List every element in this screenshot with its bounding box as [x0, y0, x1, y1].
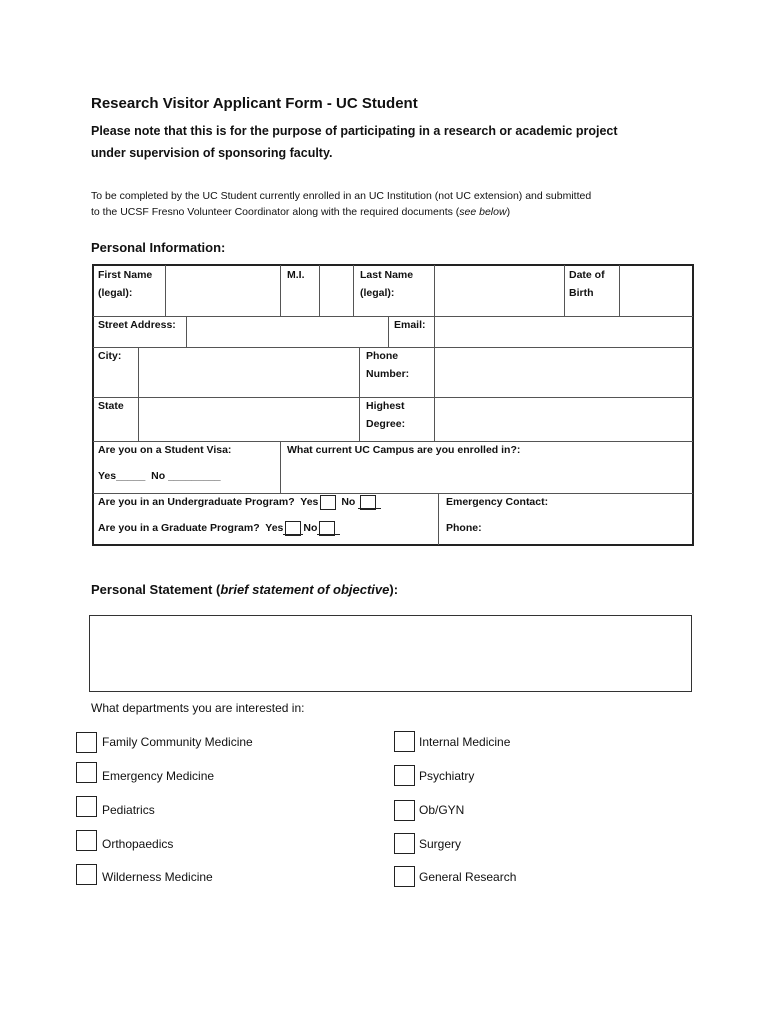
phone-number-label: Phone Number:	[366, 350, 410, 380]
dept-label-internal-medicine: Internal Medicine	[419, 735, 511, 749]
degree-field[interactable]	[435, 398, 692, 440]
note-line-1: Please note that this is for the purpose of participating in a research or academic project	[91, 124, 618, 138]
degree-label: Highest Degree:	[366, 400, 406, 430]
note-line-2: under supervision of sponsoring faculty.	[91, 146, 333, 160]
dob-field[interactable]	[620, 266, 692, 315]
dept-label-ob-gyn: Ob/GYN	[419, 803, 465, 817]
visa-no[interactable]: No _________	[151, 470, 221, 482]
form-note	[91, 120, 618, 164]
grad-question: Are you in a Graduate Program? Yes No	[98, 519, 340, 537]
state-field[interactable]	[139, 398, 358, 440]
grad-no-checkbox[interactable]	[319, 521, 335, 536]
dept-checkbox-pediatrics[interactable]	[76, 796, 97, 817]
street-field[interactable]	[187, 317, 387, 346]
undergrad-yes-checkbox[interactable]	[320, 495, 336, 510]
dept-checkbox-family-community-medicine[interactable]	[76, 732, 97, 753]
dept-label-wilderness-medicine: Wilderness Medicine	[102, 870, 213, 884]
personal-info-heading: Personal Information:	[91, 240, 226, 255]
undergrad-question: Are you in an Undergraduate Program? Yes No	[98, 493, 381, 511]
city-label: City:	[98, 350, 122, 362]
dept-label-family-community-medicine: Family Community Medicine	[102, 735, 253, 749]
mi-field[interactable]	[320, 266, 352, 315]
email-label: Email:	[394, 319, 426, 331]
dept-label-pediatrics: Pediatrics	[102, 803, 155, 817]
dept-label-emergency-medicine: Emergency Medicine	[102, 769, 215, 783]
dept-label-surgery: Surgery	[419, 837, 462, 851]
statement-textbox[interactable]	[89, 615, 692, 692]
intro-suffix: )	[506, 206, 511, 218]
dept-label-psychiatry: Psychiatry	[419, 769, 475, 783]
email-field[interactable]	[435, 317, 692, 346]
dept-label-general-research: General Research	[419, 870, 517, 884]
emergency-contact-label: Emergency Contact:	[446, 496, 549, 508]
intro-line-1: To be completed by the UC Student currently enrolled in an UC Institution (not UC extension) and submitted	[91, 190, 592, 202]
visa-yes[interactable]: Yes_____	[98, 470, 146, 482]
mi-label: M.I.	[287, 269, 305, 281]
dob-label: Date of Birth	[569, 269, 605, 299]
dept-checkbox-surgery[interactable]	[394, 833, 415, 854]
dept-checkbox-general-research[interactable]	[394, 866, 415, 887]
undergrad-no-checkbox[interactable]	[360, 495, 376, 510]
city-field[interactable]	[139, 348, 358, 396]
visa-answer[interactable]	[98, 467, 221, 485]
statement-heading: Personal Statement (brief statement of objective):	[91, 582, 399, 597]
dept-checkbox-wilderness-medicine[interactable]	[76, 864, 97, 885]
dept-checkbox-emergency-medicine[interactable]	[76, 762, 97, 783]
last-name-label: Last Name (legal):	[360, 269, 414, 299]
grad-label: Are you in a Graduate Program?	[98, 522, 260, 534]
street-label: Street Address:	[98, 319, 176, 331]
intro-line-2	[91, 204, 591, 220]
last-name-field[interactable]	[435, 266, 563, 315]
visa-question: Are you on a Student Visa:	[98, 444, 232, 456]
first-name-label: First Name (legal):	[98, 269, 153, 299]
emergency-phone-label: Phone:	[446, 522, 482, 534]
phone-number-field[interactable]	[435, 348, 692, 396]
state-label: State	[98, 400, 124, 412]
first-name-field[interactable]	[166, 266, 279, 315]
statement-italic: brief statement of objective	[220, 582, 390, 597]
dept-checkbox-orthopaedics[interactable]	[76, 830, 97, 851]
grad-yes-checkbox[interactable]	[285, 521, 301, 536]
departments-heading: What departments you are interested in:	[91, 701, 305, 715]
dept-checkbox-ob-gyn[interactable]	[394, 800, 415, 821]
form-intro	[91, 188, 591, 220]
dept-checkbox-internal-medicine[interactable]	[394, 731, 415, 752]
form-title: Research Visitor Applicant Form - UC Student	[91, 95, 418, 112]
dept-label-orthopaedics: Orthopaedics	[102, 837, 174, 851]
intro-italic: see below	[459, 206, 507, 218]
undergrad-label: Are you in an Undergraduate Program?	[98, 496, 295, 508]
intro-prefix: to the UCSF Fresno Volunteer Coordinator along with the required documents (	[91, 206, 460, 218]
dept-checkbox-psychiatry[interactable]	[394, 765, 415, 786]
campus-question: What current UC Campus are you enrolled in?:	[287, 444, 521, 456]
